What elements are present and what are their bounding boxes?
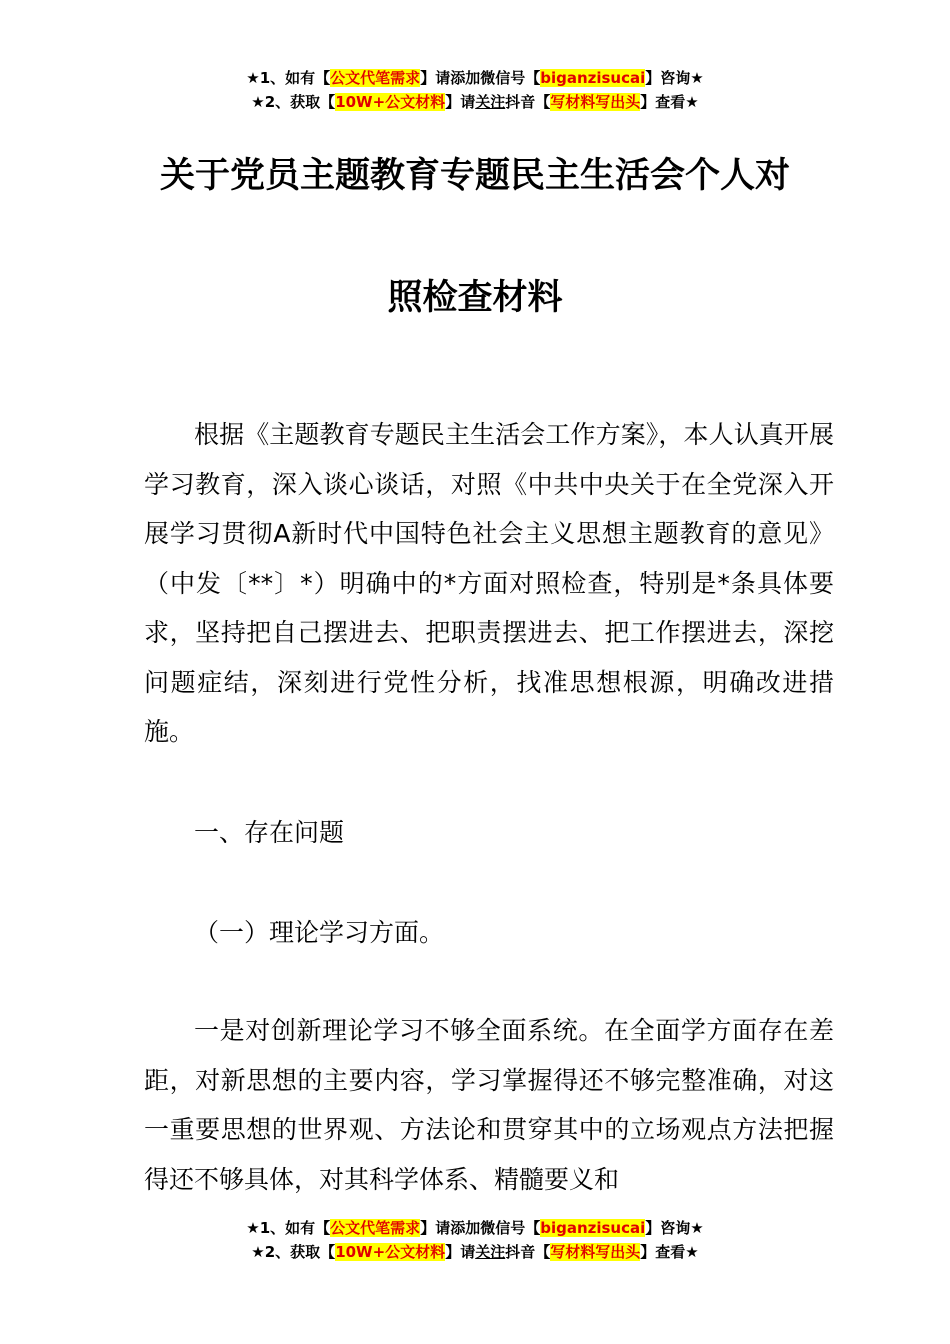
footer-banner xyxy=(0,1216,950,1264)
banner-text: 抖音【 xyxy=(505,1243,551,1261)
banner-line-2 xyxy=(0,90,950,114)
banner-underlined-text: 关注 xyxy=(475,1243,506,1261)
banner-text: 】查看★ xyxy=(640,93,699,111)
document-title-line-1: 关于党员主题教育专题民主生活会个人对 xyxy=(159,156,790,196)
banner-wechat-id: biganzisucai xyxy=(540,69,646,87)
banner-text: ★2、获取【 xyxy=(251,93,336,111)
document-title-line-2: 照检查材料 xyxy=(387,278,563,318)
intro-paragraph: 根据《主题教育专题民主生活会工作方案》，本人认真开展学习教育，深入谈心谈话，对照《中共中央关于在全党深入开展学习贯彻A新时代中国特色社会主义思想主题教育的意见》（中发〔**〕*）明确中的*方面对照检查，特别是*条具体要求，坚持把自己摆进去、把职责摆进去、把工作摆进去，深挖问题症结，深刻进行党性分析，找准思想根源，明确改进措施。 xyxy=(144,420,834,746)
subsection-heading: （一）理论学习方面。 xyxy=(194,918,445,947)
banner-text: 】请 xyxy=(445,93,476,111)
banner-line-2 xyxy=(0,1240,950,1264)
banner-text: 】请 xyxy=(445,1243,476,1261)
banner-wechat-id: biganzisucai xyxy=(540,1219,646,1237)
body-paragraph: 一是对创新理论学习不够全面系统。在全面学方面存在差距，对新思想的主要内容，学习掌握得还不够完整准确，对这一重要思想的世界观、方法论和贯穿其中的立场观点方法把握得还不够具体，对其科学体系、精髓要义和 xyxy=(144,1016,834,1194)
header-banner xyxy=(0,66,950,114)
banner-underlined-text: 关注 xyxy=(475,93,506,111)
banner-text: 】查看★ xyxy=(640,1243,699,1261)
banner-highlight: 10W+公文材料 xyxy=(335,1243,446,1261)
banner-text: 】咨询★ xyxy=(645,69,704,87)
banner-line-1 xyxy=(0,1216,950,1240)
banner-douyin-id: 写材料写出头 xyxy=(550,1243,641,1261)
banner-douyin-id: 写材料写出头 xyxy=(550,93,641,111)
banner-line-1 xyxy=(0,66,950,90)
banner-text: ★2、获取【 xyxy=(251,1243,336,1261)
banner-text: ★1、如有【 xyxy=(246,69,331,87)
banner-text: ★1、如有【 xyxy=(246,1219,331,1237)
banner-text: 抖音【 xyxy=(505,93,551,111)
banner-text: 】咨询★ xyxy=(645,1219,704,1237)
banner-text: 】请添加微信号【 xyxy=(420,69,541,87)
banner-highlight: 10W+公文材料 xyxy=(335,93,446,111)
banner-highlight: 公文代笔需求 xyxy=(330,1219,421,1237)
section-heading: 一、存在问题 xyxy=(194,818,345,847)
banner-text: 】请添加微信号【 xyxy=(420,1219,541,1237)
banner-highlight: 公文代笔需求 xyxy=(330,69,421,87)
